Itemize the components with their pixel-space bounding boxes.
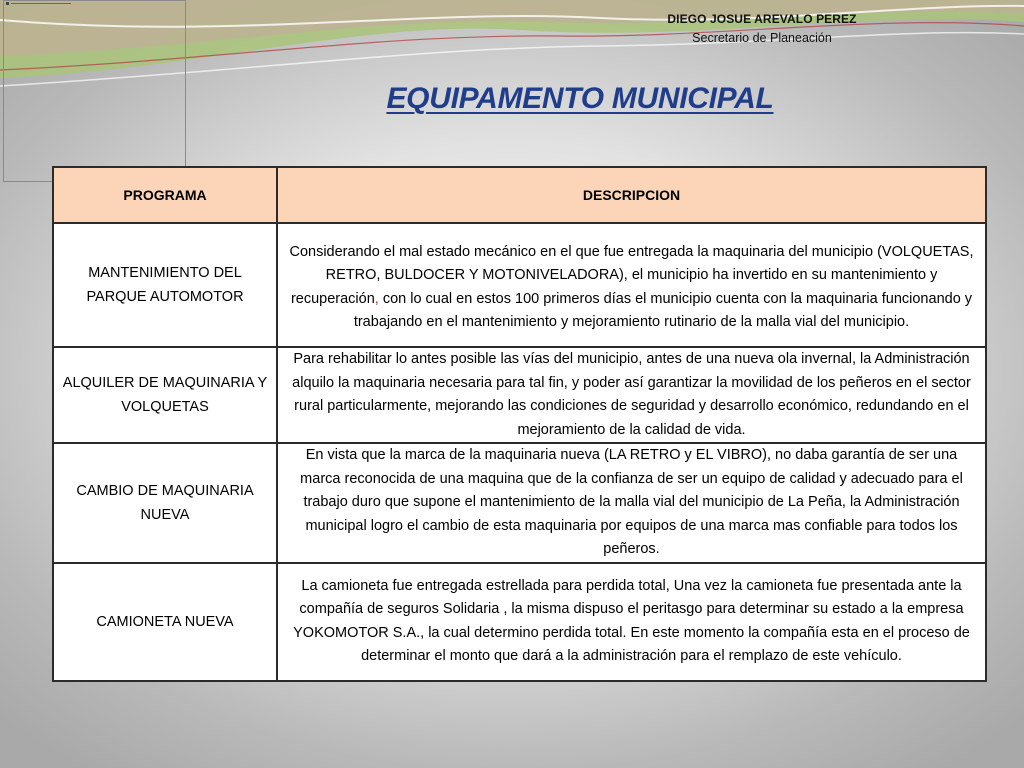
equipment-table [52, 166, 987, 682]
descripcion-text: Considerando el mal estado mecánico en el que fue entregada la maquinaria del municipio (VOLQUETAS, RETRO, BULDOCER Y MOTONIVELADORA), el municipio ha invertido en su mantenimiento y recuperación [289, 243, 974, 307]
descripcion-text-cont: con lo cual en estos 100 primeros días el municipio cuenta con la maquinaria funcionando y trabajando en el mantenimiento y mejoramiento rutinario de la malla vial del municipio. [353, 290, 973, 330]
table-row [53, 443, 986, 563]
slide-thumbnail-frame [3, 0, 186, 182]
table-row [53, 223, 986, 347]
page-title: EQUIPAMENTO MUNICIPAL [386, 82, 774, 115]
author-name: DIEGO JOSUE AREVALO PEREZ [667, 12, 857, 26]
descripcion-highlight: , [374, 290, 379, 307]
table-header-row [53, 167, 986, 223]
thumbnail-marker [6, 2, 9, 5]
author-role: Secretario de Planeación [692, 31, 832, 45]
descripcion-cell [277, 223, 986, 347]
descripcion-cell: Para rehabilitar lo antes posible las vías del municipio, antes de una nueva ola invernal, la Administración alquilo la maquinaria necesaria para tal fin, y poder así garantizar la movilidad de los peñeros en el sector rural particularmente, mejorando las condiciones de seguridad y desarrollo económico, redundando en el mejoramiento de la calidad de vida. [277, 347, 986, 443]
descripcion-cell: La camioneta fue entregada estrellada para perdida total, Una vez la camioneta fue presentada ante la compañía de seguros Solidaria , la misma dispuso el peritasgo para determinar su estado a la empresa YOKOMOTOR S.A., la cual determino perdida total. En este momento la compañía esta en el proceso de determinar el monto que dará a la administración para el remplazo de este vehículo. [277, 563, 986, 681]
table-row [53, 347, 986, 443]
programa-cell: CAMIONETA NUEVA [53, 563, 277, 681]
header-descripcion: DESCRIPCION [277, 167, 986, 223]
programa-cell: MANTENIMIENTO DEL PARQUE AUTOMOTOR [53, 223, 277, 347]
descripcion-cell: En vista que la marca de la maquinaria nueva (LA RETRO y EL VIBRO), no daba garantía de ser una marca reconocida de una maquina que de la confianza de ser un equipo de calidad y adecuado para el trabajo duro que supone el mantenimiento de la malla vial del municipio de La Peña, la Administración municipal logro el cambio de esta maquinaria por equipos de una marca mas confiable para todos los peñeros. [277, 443, 986, 563]
header-programa: PROGRAMA [53, 167, 277, 223]
thumbnail-line [11, 3, 71, 4]
programa-cell: CAMBIO DE MAQUINARIA NUEVA [53, 443, 277, 563]
author-block [612, 12, 912, 47]
programa-cell: ALQUILER DE MAQUINARIA Y VOLQUETAS [53, 347, 277, 443]
table-row [53, 563, 986, 681]
